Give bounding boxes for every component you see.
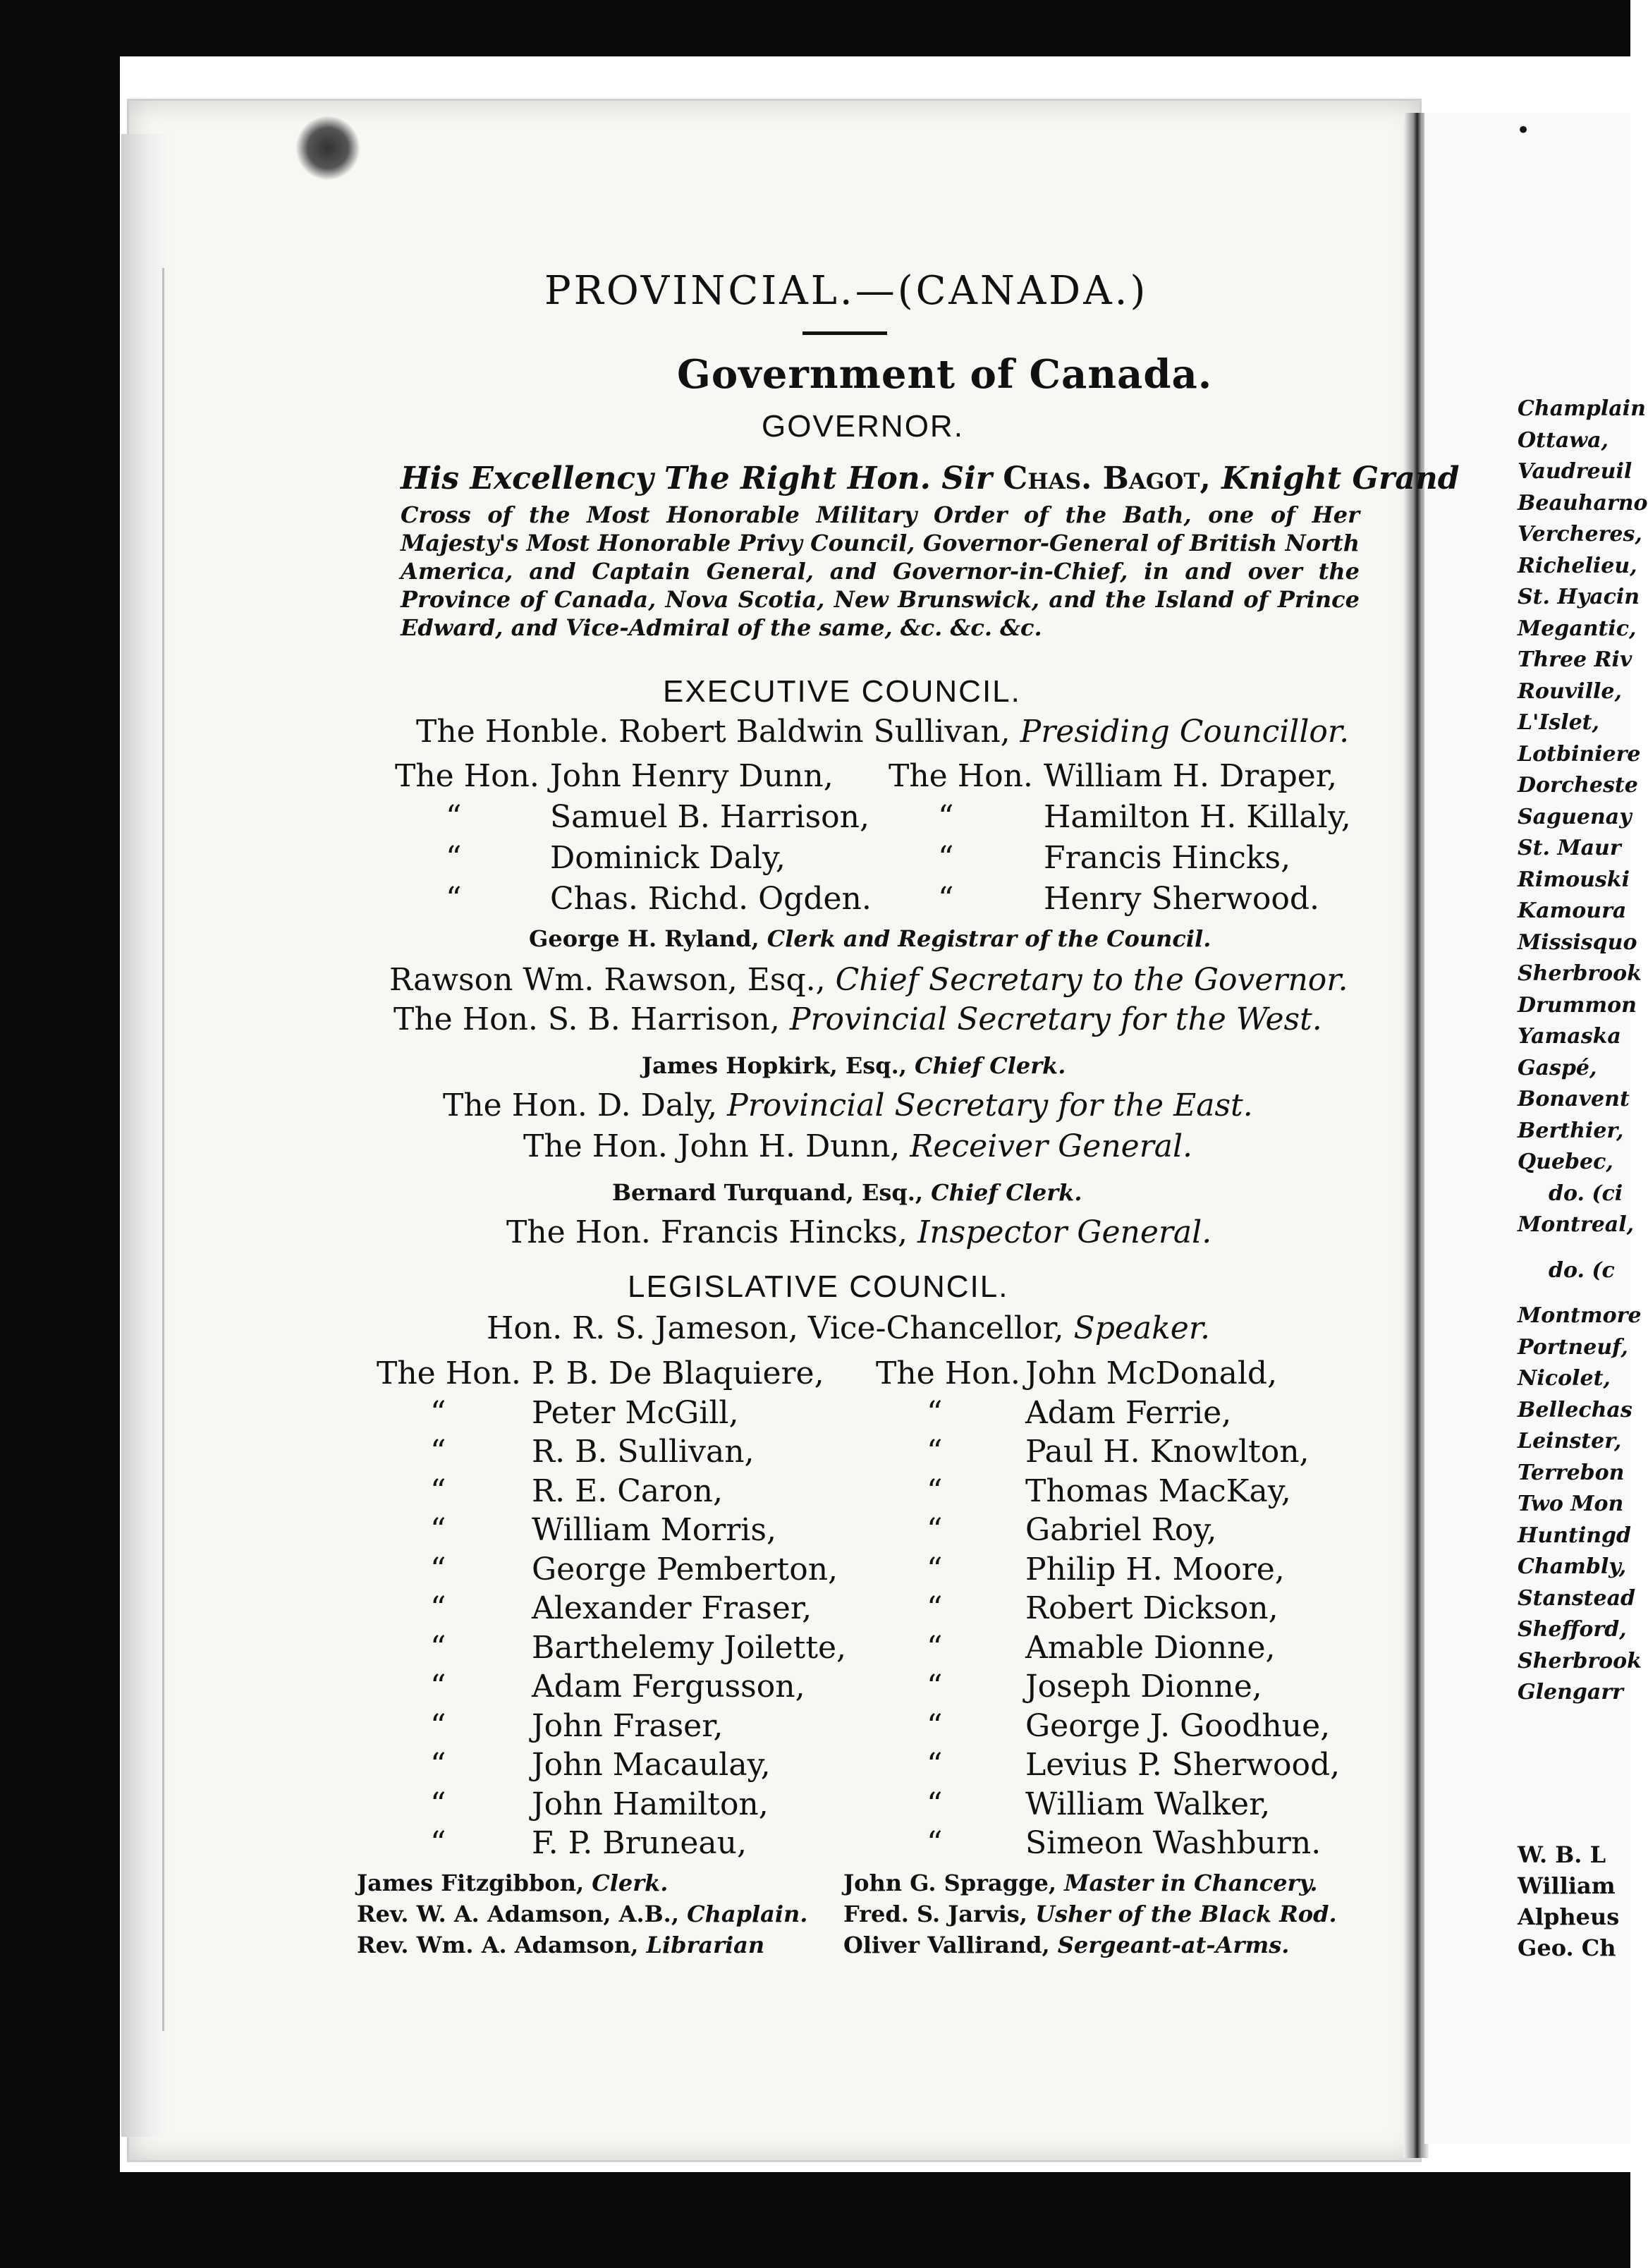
officer-line bbox=[612, 1179, 1082, 1206]
county-item: Bonavent bbox=[1518, 1087, 1630, 1111]
presiding-title: Presiding Councillor. bbox=[1020, 714, 1350, 750]
member-name: Dominick Daly, bbox=[550, 840, 786, 876]
staff-title: Chaplain. bbox=[687, 1901, 808, 1927]
member-name: Levius P. Sherwood, bbox=[1025, 1747, 1341, 1783]
member-name: Robert Dickson, bbox=[1025, 1590, 1278, 1626]
member-name: Peter McGill, bbox=[532, 1394, 739, 1431]
member-name: John Hamilton, bbox=[532, 1786, 769, 1822]
legislative-heading: LEGISLATIVE COUNCIL. bbox=[628, 1269, 1009, 1304]
council-officers bbox=[357, 1867, 1337, 1961]
staff-right bbox=[843, 1867, 1317, 1898]
county-item: Kamoura bbox=[1518, 898, 1627, 923]
right-page-name: W. B. L bbox=[1518, 1841, 1606, 1868]
county-item: Megantic, bbox=[1518, 616, 1637, 641]
county-item: Huntingd bbox=[1518, 1523, 1631, 1548]
member-name: George Pemberton, bbox=[532, 1551, 838, 1587]
governor-heading: GOVERNOR. bbox=[762, 409, 964, 444]
governor-name: Chas. Bagot, bbox=[1003, 461, 1211, 496]
staff-name: Rev. Wm. A. Adamson, bbox=[357, 1932, 639, 1958]
right-page-name: Alpheus bbox=[1518, 1903, 1620, 1930]
ditto-mark: “ bbox=[430, 1669, 446, 1705]
member-name: Philip H. Moore, bbox=[1025, 1551, 1285, 1587]
member-name: Samuel B. Harrison, bbox=[550, 799, 869, 835]
ditto-mark: “ bbox=[927, 1669, 943, 1705]
ditto-mark: “ bbox=[430, 1394, 446, 1431]
member-name: Gabriel Roy, bbox=[1025, 1512, 1217, 1548]
county-item: do. (c bbox=[1549, 1257, 1615, 1283]
member-name: John Henry Dunn, bbox=[550, 758, 834, 794]
ditto-mark: “ bbox=[938, 881, 954, 917]
officer-title: Provincial Secretary for the East. bbox=[727, 1087, 1253, 1123]
ditto-mark: “ bbox=[927, 1707, 943, 1744]
officer-line bbox=[506, 1214, 1211, 1250]
member-name: William Morris, bbox=[532, 1512, 776, 1548]
ditto-mark: “ bbox=[938, 799, 954, 835]
officer-name: The Hon. John H. Dunn, bbox=[523, 1128, 901, 1164]
member-name: William H. Draper, bbox=[1044, 758, 1337, 794]
scan-border-top bbox=[0, 0, 1630, 56]
ditto-mark: “ bbox=[927, 1473, 943, 1509]
ditto-mark: “ bbox=[430, 1629, 446, 1666]
officer-name: The Hon. Francis Hincks, bbox=[506, 1214, 908, 1250]
county-item: Ottawa, bbox=[1518, 427, 1609, 453]
member-name: Adam Fergusson, bbox=[532, 1669, 805, 1705]
council-clerk-line bbox=[529, 925, 1211, 952]
ditto-mark: “ bbox=[430, 1551, 446, 1587]
member-name: John McDonald, bbox=[1025, 1355, 1278, 1391]
right-page-names bbox=[1518, 1839, 1619, 1963]
county-item: Lotbiniere bbox=[1518, 741, 1641, 767]
county-item: St. Hyacin bbox=[1518, 585, 1640, 609]
ditto-mark: “ bbox=[927, 1590, 943, 1626]
county-item: Leinster, bbox=[1518, 1429, 1622, 1453]
presiding-name: The Honble. Robert Baldwin Sullivan, bbox=[416, 714, 1011, 750]
staff-title: Usher of the Black Rod. bbox=[1035, 1901, 1337, 1927]
county-item: Beauharno bbox=[1518, 490, 1648, 516]
member-name: Simeon Washburn. bbox=[1025, 1825, 1322, 1861]
staff-right bbox=[843, 1898, 1337, 1929]
staff-left bbox=[357, 1870, 668, 1896]
member-name: Alexander Fraser, bbox=[532, 1590, 812, 1626]
officer-name: The Hon. S. B. Harrison, bbox=[393, 1001, 780, 1037]
council-clerk-name: George H. Ryland, bbox=[529, 925, 759, 952]
staff-title: Sergeant-at-Arms. bbox=[1057, 1932, 1290, 1958]
right-page-dot: • bbox=[1516, 116, 1531, 145]
county-item: Gaspé, bbox=[1518, 1055, 1597, 1080]
member-name: Adam Ferrie, bbox=[1025, 1394, 1232, 1431]
officer-line bbox=[443, 1087, 1253, 1123]
officer-name: The Hon. D. Daly, bbox=[443, 1087, 718, 1123]
ditto-mark: “ bbox=[927, 1512, 943, 1548]
county-item: Sherbrook bbox=[1518, 1648, 1642, 1673]
staff-left bbox=[357, 1901, 807, 1927]
member-name: Joseph Dionne, bbox=[1025, 1669, 1262, 1705]
governor-lead bbox=[401, 458, 1460, 499]
county-item: Three Riv bbox=[1518, 647, 1632, 672]
member-name: Paul H. Knowlton, bbox=[1025, 1434, 1310, 1470]
county-item: Stanstead bbox=[1518, 1585, 1636, 1611]
ditto-mark: “ bbox=[446, 840, 462, 876]
county-item: do. (ci bbox=[1549, 1181, 1623, 1206]
staff-row bbox=[357, 1867, 1318, 1898]
county-item: Vaudreuil bbox=[1518, 459, 1632, 484]
member-name: Hamilton H. Killaly, bbox=[1044, 799, 1351, 835]
officer-title: Chief Clerk. bbox=[931, 1179, 1082, 1206]
governor-titles: Cross of the Most Honorable Military Order of the Bath, one of Her Majesty's Most Honorable Privy Council, Governor-General of British North America, and Captain General, and Governor-in-Chief, in and over the Province of Canada, Nova Scotia, New Brunswick, and the Island of Prince Edward, and Vice-Admiral of the same, &c. &c. &c. bbox=[401, 501, 1360, 641]
staff-name: Rev. W. A. Adamson, A.B., bbox=[357, 1901, 679, 1927]
county-item: Terrebon bbox=[1518, 1460, 1625, 1485]
member-name: Chas. Richd. Ogden. bbox=[550, 881, 872, 917]
officer-title: Chief Secretary to the Governor. bbox=[835, 962, 1348, 998]
title-rule bbox=[802, 331, 887, 335]
governor-lead-prefix: His Excellency The Right Hon. Sir bbox=[401, 461, 992, 496]
officer-name: Rawson Wm. Rawson, Esq., bbox=[389, 962, 826, 998]
member-name: Francis Hincks, bbox=[1044, 840, 1291, 876]
page-fold-line bbox=[162, 268, 164, 2031]
member-name: John Fraser, bbox=[532, 1707, 724, 1744]
county-item: Missisquo bbox=[1518, 929, 1637, 955]
county-item: Richelieu, bbox=[1518, 553, 1637, 578]
ditto-mark: “ bbox=[430, 1786, 446, 1822]
officer-line bbox=[523, 1128, 1192, 1164]
ditto-mark: “ bbox=[430, 1473, 446, 1509]
executive-prefix-right: The Hon. bbox=[889, 758, 1033, 794]
right-page-name: Geo. Ch bbox=[1518, 1934, 1616, 1961]
ditto-mark: “ bbox=[446, 881, 462, 917]
staff-right bbox=[843, 1929, 1289, 1961]
right-page-name: William bbox=[1518, 1872, 1616, 1899]
county-item: Portneuf, bbox=[1518, 1334, 1628, 1360]
county-item: Montreal, bbox=[1518, 1212, 1635, 1237]
ditto-mark: “ bbox=[927, 1629, 943, 1666]
officer-title: Chief Clerk. bbox=[915, 1052, 1066, 1079]
staff-left bbox=[357, 1932, 764, 1958]
right-page bbox=[1424, 113, 1648, 2144]
staff-name: John G. Spragge, bbox=[843, 1870, 1056, 1896]
page-title: PROVINCIAL.—(CANADA.) bbox=[544, 268, 1149, 314]
county-item: L'Islet, bbox=[1518, 710, 1599, 735]
ink-blot bbox=[296, 116, 360, 180]
county-item: Nicolet, bbox=[1518, 1366, 1611, 1391]
governor-block bbox=[401, 458, 1460, 642]
county-item: Vercheres, bbox=[1518, 522, 1642, 547]
speaker-title: Speaker. bbox=[1073, 1310, 1211, 1346]
county-item: Bellechas bbox=[1518, 1397, 1632, 1422]
staff-title: Master in Chancery. bbox=[1064, 1870, 1318, 1896]
government-title: Government of Canada. bbox=[677, 351, 1213, 398]
ditto-mark: “ bbox=[927, 1551, 943, 1587]
officer-title: Inspector General. bbox=[917, 1214, 1212, 1250]
legislative-prefix-left: The Hon. bbox=[377, 1355, 521, 1391]
scan-border-bottom bbox=[0, 2172, 1630, 2268]
member-name: R. B. Sullivan, bbox=[532, 1434, 755, 1470]
officer-line bbox=[393, 1001, 1322, 1037]
county-item: Montmore bbox=[1518, 1303, 1642, 1328]
county-item: Yamaska bbox=[1518, 1024, 1621, 1049]
county-list bbox=[1518, 394, 1648, 1709]
ditto-mark: “ bbox=[927, 1825, 943, 1861]
ditto-mark: “ bbox=[430, 1434, 446, 1470]
officer-name: James Hopkirk, Esq., bbox=[642, 1052, 907, 1079]
member-name: P. B. De Blaquiere, bbox=[532, 1355, 824, 1391]
member-name: Amable Dionne, bbox=[1025, 1629, 1276, 1666]
ditto-mark: “ bbox=[446, 799, 462, 835]
ditto-mark: “ bbox=[430, 1825, 446, 1861]
county-item: Dorcheste bbox=[1518, 773, 1638, 798]
ditto-mark: “ bbox=[430, 1707, 446, 1744]
county-item: Quebec, bbox=[1518, 1150, 1613, 1174]
ditto-mark: “ bbox=[927, 1434, 943, 1470]
staff-name: Oliver Vallirand, bbox=[843, 1932, 1050, 1958]
county-item: Saguenay bbox=[1518, 804, 1632, 829]
member-name: R. E. Caron, bbox=[532, 1473, 723, 1509]
speaker-name: Hon. R. S. Jameson, Vice-Chancellor, bbox=[487, 1310, 1064, 1346]
member-name: Barthelemy Joilette, bbox=[532, 1629, 847, 1666]
county-item: Champlain bbox=[1518, 396, 1646, 421]
ditto-mark: “ bbox=[938, 840, 954, 876]
county-item: Two Mon bbox=[1518, 1492, 1624, 1516]
staff-name: James Fitzgibbon, bbox=[357, 1870, 585, 1896]
county-item: Rimouski bbox=[1518, 867, 1630, 892]
officer-line bbox=[389, 962, 1348, 998]
ditto-mark: “ bbox=[430, 1747, 446, 1783]
member-name: F. P. Bruneau, bbox=[532, 1825, 747, 1861]
executive-prefix-left: The Hon. bbox=[395, 758, 539, 794]
staff-row bbox=[357, 1929, 1290, 1961]
ditto-mark: “ bbox=[927, 1786, 943, 1822]
county-item: Drummon bbox=[1518, 992, 1637, 1018]
member-name: Thomas MacKay, bbox=[1025, 1473, 1291, 1509]
member-name: William Walker, bbox=[1025, 1786, 1271, 1822]
executive-heading: EXECUTIVE COUNCIL. bbox=[663, 674, 1021, 709]
ditto-mark: “ bbox=[430, 1590, 446, 1626]
staff-row bbox=[357, 1898, 1337, 1929]
county-item: Berthier, bbox=[1518, 1118, 1624, 1143]
officer-line bbox=[642, 1052, 1066, 1079]
county-item: Chambly, bbox=[1518, 1554, 1627, 1579]
officer-title: Provincial Secretary for the West. bbox=[789, 1001, 1322, 1037]
officer-name: Bernard Turquand, Esq., bbox=[612, 1179, 923, 1206]
staff-title: Librarian bbox=[646, 1932, 765, 1958]
officer-title: Receiver General. bbox=[910, 1128, 1193, 1164]
member-name: George J. Goodhue, bbox=[1025, 1707, 1331, 1744]
legislative-prefix-right: The Hon. bbox=[876, 1355, 1020, 1391]
county-item: Rouville, bbox=[1518, 678, 1622, 704]
speaker-line bbox=[487, 1310, 1210, 1346]
county-item: Shefford, bbox=[1518, 1617, 1627, 1642]
scan-border-left bbox=[0, 0, 120, 2268]
county-item: Sherbrook bbox=[1518, 961, 1642, 986]
ditto-mark: “ bbox=[927, 1747, 943, 1783]
council-clerk-title: Clerk and Registrar of the Council. bbox=[767, 925, 1211, 952]
presiding-line bbox=[416, 714, 1349, 750]
ditto-mark: “ bbox=[927, 1394, 943, 1431]
county-item: St. Maur bbox=[1518, 836, 1621, 860]
county-item: Glengarr bbox=[1518, 1680, 1623, 1705]
member-name: Henry Sherwood. bbox=[1044, 881, 1319, 917]
staff-title: Clerk. bbox=[592, 1870, 669, 1896]
governor-lead-suffix: Knight Grand bbox=[1221, 461, 1460, 496]
ditto-mark: “ bbox=[430, 1512, 446, 1548]
member-name: John Macaulay, bbox=[532, 1747, 771, 1783]
staff-name: Fred. S. Jarvis, bbox=[843, 1901, 1027, 1927]
